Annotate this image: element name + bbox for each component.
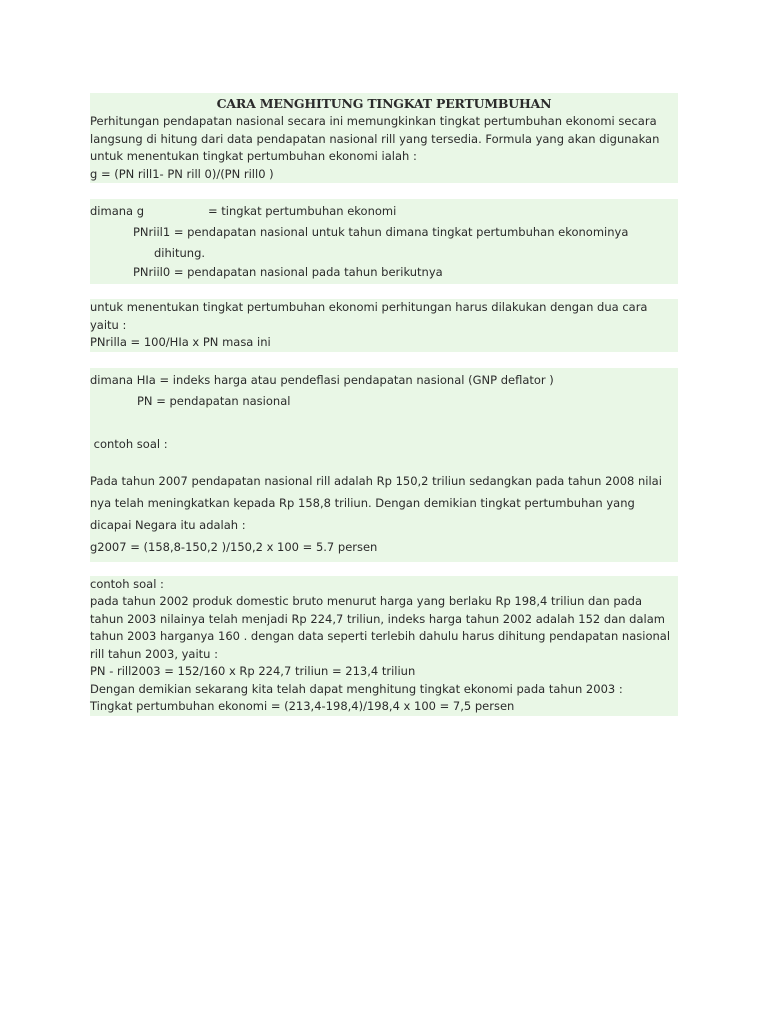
formula-line: PNrilla = 100/HIa x PN masa ini (90, 335, 271, 349)
text-line: rill tahun 2003, yaitu : (90, 646, 218, 661)
text-line: Pada tahun 2007 pendapatan nasional rill adalah Rp 150,2 triliun sedangkan pada tahun 2008 nilai (90, 473, 662, 488)
definition-pn1-text-cont: dihitung. (154, 246, 206, 260)
text-line: Dengan demikian sekarang kita telah dapat menghitung tingkat ekonomi pada tahun 2003 : (90, 681, 623, 696)
document-title: CARA MENGHITUNG TINGKAT PERTUMBUHAN (90, 93, 678, 113)
example-one (90, 470, 678, 558)
definition-g (90, 201, 678, 222)
definition-g-label: dimana g (90, 204, 145, 218)
example-label: contoh soal : (90, 576, 164, 591)
definitions-block (90, 199, 678, 284)
intro-paragraph (90, 113, 678, 183)
definition-hia: dimana HIa = indeks harga atau pendeflasi pendapatan nasional (GNP deflator ) (90, 372, 554, 387)
formula-line: PN - rill2003 = 152/160 x Rp 224,7 triliun = 213,4 triliun (90, 664, 416, 678)
formula-line: g = (PN rill1- PN rill 0)/(PN rill0 ) (90, 166, 274, 181)
text-line: untuk menentukan tingkat pertumbuhan ekonomi perhitungan harus dilakukan dengan dua cara (90, 300, 648, 314)
definition-pn0-text: PNriil0 = pendapatan nasional pada tahun berikutnya (133, 265, 443, 279)
definition-pn1-text: PNriil1 = pendapatan nasional untuk tahun dimana tingkat pertumbuhan ekonominya (133, 225, 629, 239)
method-block (90, 299, 678, 352)
text-line: dicapai Negara itu adalah : (90, 517, 246, 532)
definition-pn1-continued (90, 243, 678, 264)
definition-g-text: = tingkat pertumbuhan ekonomi (208, 204, 397, 218)
formula-line: Tingkat pertumbuhan ekonomi = (213,4-198,4)/198,4 x 100 = 7,5 persen (90, 699, 515, 713)
deflator-and-example-block (90, 368, 678, 562)
text-line: pada tahun 2002 produk domestic bruto menurut harga yang berlaku Rp 198,4 triliun dan pada (90, 594, 643, 608)
text-line: tahun 2003 nilainya telah menjadi Rp 224,7 triliun, indeks harga tahun 2002 adalah 152 dan dalam (90, 611, 665, 626)
formula-line: g2007 = (158,8-150,2 )/150,2 x 100 = 5.7 persen (90, 539, 378, 554)
definition-pn1 (90, 222, 678, 243)
document-page (90, 93, 678, 716)
definition-pn0 (90, 264, 678, 281)
text-line: langsung di hitung dari data pendapatan nasional rill yang tersedia. Formula yang akan digunakan (90, 131, 660, 146)
text-line: nya telah meningkatkan kepada Rp 158,8 triliun. Dengan demikian tingkat pertumbuhan yang (90, 495, 635, 510)
example-label: contoh soal : (90, 436, 168, 451)
definition-pn: PN = pendapatan nasional (137, 393, 291, 408)
text-line: yaitu : (90, 317, 127, 332)
text-line: Perhitungan pendapatan nasional secara ini memungkinkan tingkat pertumbuhan ekonomi secara (90, 114, 657, 128)
text-line: tahun 2003 harganya 160 . dengan data seperti terlebih dahulu harus dihitung pendapatan nasional (90, 629, 671, 643)
text-line: untuk menentukan tingkat pertumbuhan ekonomi ialah : (90, 149, 417, 163)
example-two-block (90, 576, 678, 716)
